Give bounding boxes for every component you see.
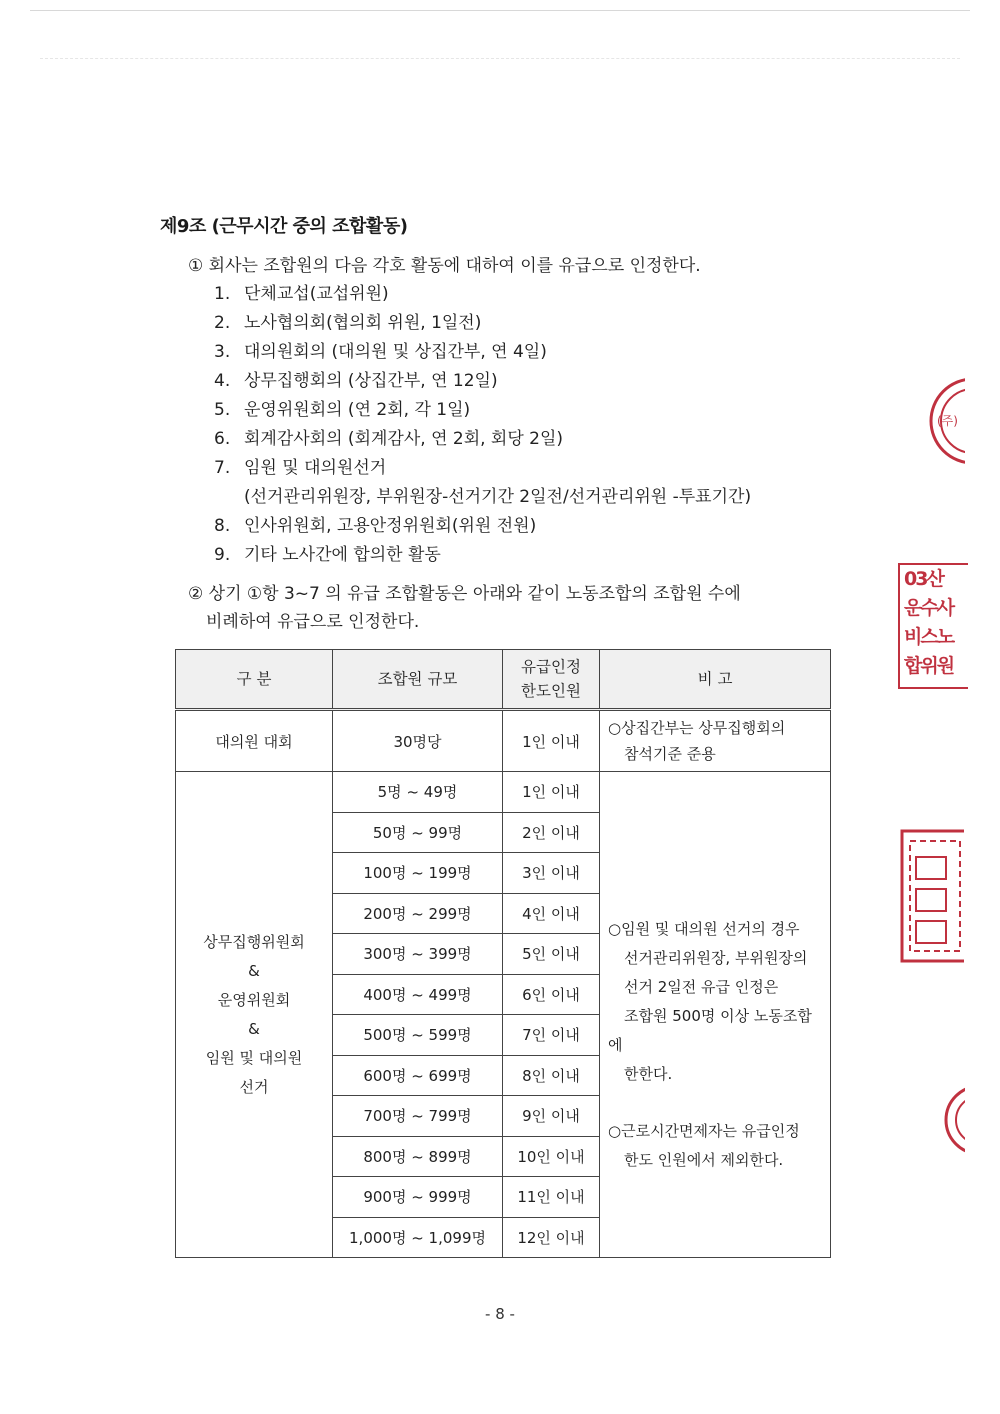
- group-remarks: [600, 772, 831, 1258]
- limit-cell: 7인 이내: [503, 1015, 600, 1056]
- limit-cell: 12인 이내: [503, 1217, 600, 1258]
- table-row: [176, 772, 831, 813]
- size-cell: 600명 ~ 699명: [333, 1055, 503, 1096]
- delegate-limit: 1인 이내: [503, 710, 600, 772]
- header-size: 조합원 규모: [333, 650, 503, 710]
- limit-cell: 2인 이내: [503, 812, 600, 853]
- paragraph-2: [188, 580, 838, 636]
- limit-cell: 4인 이내: [503, 893, 600, 934]
- size-cell: 500명 ~ 599명: [333, 1015, 503, 1056]
- list-item: 6. 회계감사회의 (회계감사, 연 2회, 회당 2일): [214, 429, 564, 449]
- paragraph-2-line-2: 비례하여 유급으로 인정한다.: [206, 612, 420, 632]
- list-item: 2. 노사협의회(협의회 위원, 1일전): [214, 313, 482, 333]
- list-item: 1. 단체교섭(교섭위원): [214, 284, 389, 304]
- delegate-size: 30명당: [333, 710, 503, 772]
- list-item-continuation: (선거관리위원장, 부위원장-선거기간 2일전/선거관리위원 -투표기간): [244, 487, 752, 507]
- table-row: [176, 710, 831, 772]
- limit-cell: 3인 이내: [503, 853, 600, 894]
- list-item: 3. 대의원회의 (대의원 및 상집간부, 연 4일): [214, 342, 547, 362]
- header-limit: 유급인정 한도인원: [503, 650, 600, 710]
- size-cell: 900명 ~ 999명: [333, 1177, 503, 1218]
- svg-text:(주): (주): [937, 414, 958, 428]
- size-cell: 5명 ~ 49명: [333, 772, 503, 813]
- list-item: 4. 상무집행회의 (상집간부, 연 12일): [214, 371, 498, 391]
- size-cell: 800명 ~ 899명: [333, 1136, 503, 1177]
- article-title: 제9조 (근무시간 중의 조합활동): [160, 216, 408, 237]
- size-cell: 400명 ~ 499명: [333, 974, 503, 1015]
- remark-election: ○임원 및 대의원 선거의 경우 선거관리위원장, 부위원장의 선거 2일전 유급 인정은 조합원 500명 이상 노동조합에 한한다.: [608, 919, 812, 1083]
- scan-faint-line: [40, 58, 960, 59]
- remark-exemption: ○근로시간면제자는 유급인정 한도 인원에서 제외한다.: [608, 1121, 800, 1169]
- paid-activity-table: [175, 649, 831, 1258]
- limit-cell: 11인 이내: [503, 1177, 600, 1218]
- limit-cell: 9인 이내: [503, 1096, 600, 1137]
- size-cell: 50명 ~ 99명: [333, 812, 503, 853]
- list-item: 8. 인사위원회, 고용안정위원회(위원 전원): [214, 516, 537, 536]
- limit-cell: 1인 이내: [503, 772, 600, 813]
- paragraph-2-line-1: ② 상기 ①항 3~7 의 유급 조합활동은 아래와 같이 노동조합의 조합원 수에: [188, 584, 741, 604]
- list-item: 9. 기타 노사간에 합의한 활동: [214, 545, 441, 565]
- paragraph-1: ① 회사는 조합원의 다음 각호 활동에 대하여 이를 유급으로 인정한다.: [188, 256, 701, 276]
- list-item: 7. 임원 및 대의원선거: [214, 458, 387, 478]
- header-category: 구 분: [176, 650, 333, 710]
- group-category: 상무집행위원회 & 운영위원회 & 임원 및 대의원 선거: [176, 772, 333, 1258]
- square-seal-stamp: 03산 운수사 비스노 합위원: [898, 563, 968, 689]
- delegate-remark: ○상집간부는 상무집행회의 참석기준 준용: [600, 710, 831, 772]
- round-seal-stamp-top: [925, 375, 965, 470]
- list-item: 5. 운영위원회의 (연 2회, 각 1일): [214, 400, 471, 420]
- header-remarks: 비 고: [600, 650, 831, 710]
- activity-list: [214, 280, 751, 570]
- square-seal-stamp-lower: [898, 827, 964, 967]
- size-cell: 700명 ~ 799명: [333, 1096, 503, 1137]
- size-cell: 100명 ~ 199명: [333, 853, 503, 894]
- page-number: - 8 -: [485, 1305, 515, 1323]
- limit-cell: 8인 이내: [503, 1055, 600, 1096]
- limit-cell: 6인 이내: [503, 974, 600, 1015]
- table-header-row: [176, 650, 831, 710]
- limit-cell: 5인 이내: [503, 934, 600, 975]
- round-seal-stamp-bottom: [940, 1080, 965, 1160]
- size-cell: 300명 ~ 399명: [333, 934, 503, 975]
- scan-top-edge: [30, 10, 970, 11]
- limit-cell: 10인 이내: [503, 1136, 600, 1177]
- size-cell: 1,000명 ~ 1,099명: [333, 1217, 503, 1258]
- size-cell: 200명 ~ 299명: [333, 893, 503, 934]
- delegate-category: 대의원 대회: [176, 710, 333, 772]
